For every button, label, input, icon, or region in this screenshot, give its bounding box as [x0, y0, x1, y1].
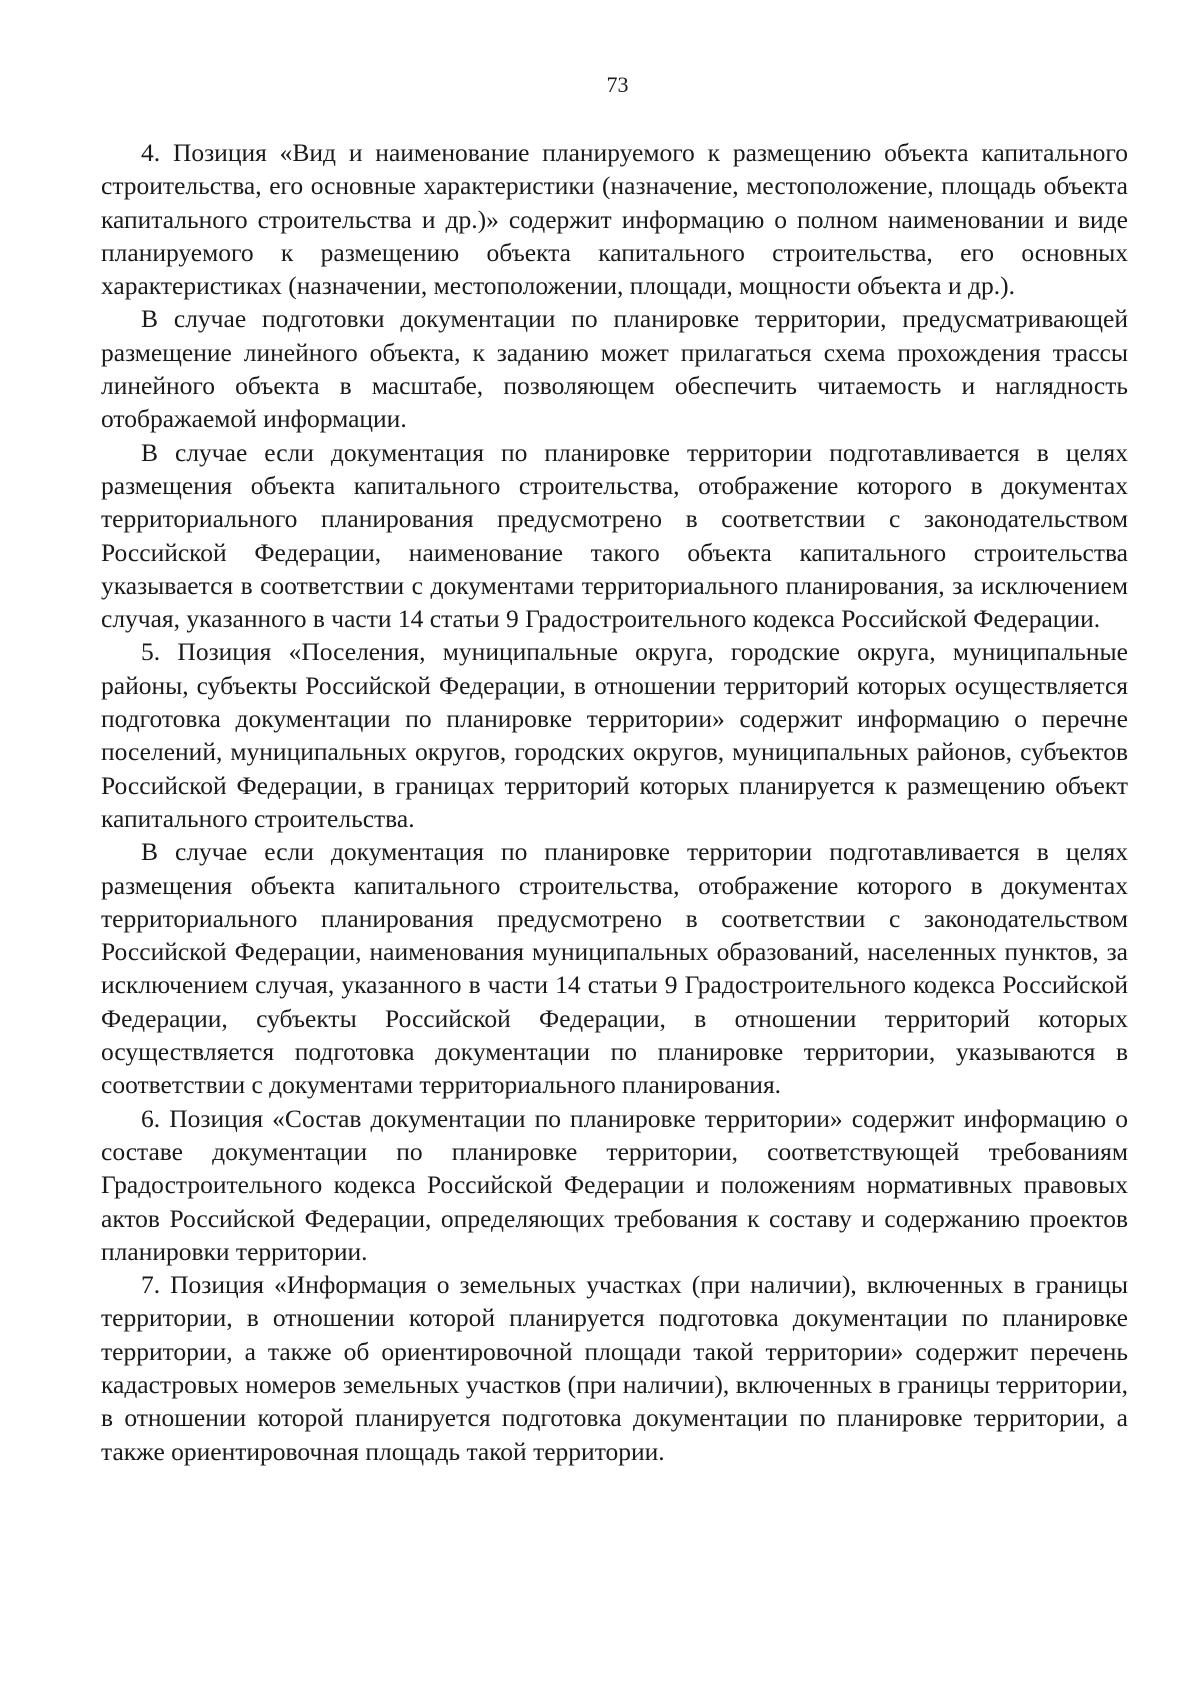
- paragraph-position-7: 7. Позиция «Информация о земельных участках (при наличии), включенных в границы территории, в отношении которой планируется подготовка документации по планировке территории, а также об ориентировочной площади такой территории» содержит перечень кадастровых номеров земельных участков (при наличии), включенных в границы территории, в отношении которой планируется подготовка документации по планировке территории, а также ориентировочная площадь такой территории.: [101, 1270, 1128, 1466]
- paragraph-position-4: 4. Позиция «Вид и наименование планируемого к размещению объекта капитального строительства, его основные характеристики (назначение, местоположение, площадь объекта капитального строительства и др.)» содержит информацию о полном наименовании и виде планируемого к размещению объекта капитального строительства, его основных характеристиках (назначении, местоположении, площади, мощности объекта и др.).: [101, 138, 1128, 301]
- paragraph-position-5: 5. Позиция «Поселения, муниципальные округа, городские округа, муниципальные районы, субъекты Российской Федерации, в отношении территорий которых осуществляется подготовка документации по планировке территории» содержит информацию о перечне поселений, муниципальных округов, городских округов, муниципальных районов, субъектов Российской Федерации, в границах территорий которых планируется к размещению объект капитального строительства.: [101, 637, 1128, 833]
- paragraph-linear-object-scheme: В случае подготовки документации по планировке территории, предусматривающей размещение линейного объекта, к заданию может прилагаться схема прохождения трассы линейного объекта в масштабе, позволяющем обеспечить читаемость и наглядность отображаемой информации.: [101, 304, 1128, 434]
- paragraph-position-6: 6. Позиция «Состав документации по планировке территории» содержит информацию о составе документации по планировке территории, соответствующей требованиям Градостроительного кодекса Российской Федерации и положениям нормативных правовых актов Российской Федерации, определяющих требования к составу и содержанию проектов планировки территории.: [101, 1103, 1128, 1266]
- page-number: 73: [606, 72, 629, 97]
- document-body: [101, 136, 1128, 1468]
- paragraph-municipalities-territorial-planning: В случае если документация по планировке территории подготавливается в целях размещения объекта капитального строительства, отображение которого в документах территориального планирования предусмотрено в соответствии с законодательством Российской Федерации, наименования муниципальных образований, населенных пунктов, за исключением случая, указанного в части 14 статьи 9 Градостроительного кодекса Российской Федерации, субъекты Российской Федерации, в отношении территорий которых осуществляется подготовка документации по планировке территории, указываются в соответствии с документами территориального планирования.: [101, 837, 1128, 1100]
- paragraph-object-name-territorial-planning: В случае если документация по планировке территории подготавливается в целях размещения объекта капитального строительства, отображение которого в документах территориального планирования предусмотрено в соответствии с законодательством Российской Федерации, наименование такого объекта капитального строительства указывается в соответствии с документами территориального планирования, за исключением случая, указанного в части 14 статьи 9 Градостроительного кодекса Российской Федерации.: [101, 437, 1128, 634]
